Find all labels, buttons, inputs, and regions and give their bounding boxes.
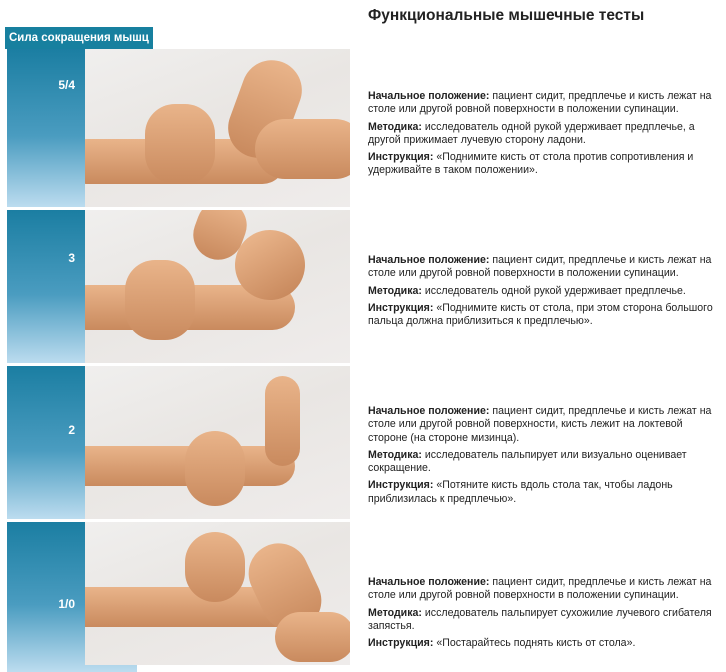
test-photo	[85, 522, 350, 665]
test-photo	[85, 366, 350, 519]
test-description: Начальное положение: пациент сидит, предплечье и кисть лежат на столе или другой ровной поверхности в положении супинации. Методика: исследователь пальпирует сухожилие лучевого сгибателя запястья. Инструкция: «Постарайтесь поднять кисть от стола».	[368, 576, 712, 650]
test-description: Начальное положение: пациент сидит, предплечье и кисть лежат на столе или другой ровной поверхности, кисть лежит на локтевой стороне (на стороне мизинца). Методика: исследователь пальпирует или визуально оценивает сокращение. Инструкция: «Потяните кисть вдоль стола так, чтобы ладонь приблизилась к предплечью».	[368, 405, 712, 505]
column-header: Сила сокращения мышц	[5, 27, 153, 49]
test-photo	[85, 210, 350, 363]
grade-label: 3	[68, 251, 75, 265]
grade-label: 2	[68, 423, 75, 437]
page-title: Функциональные мышечные тесты	[368, 7, 645, 24]
grade-label: 1/0	[58, 597, 75, 611]
test-photo	[85, 49, 350, 207]
grade-label: 5/4	[58, 78, 75, 92]
test-description: Начальное положение: пациент сидит, предплечье и кисть лежат на столе или другой ровной поверхности в положении супинации. Методика: исследователь одной рукой удерживает предплечье, а другой прижимает лучевую сторону ладони. Инструкция: «Поднимите кисть от стола против сопротивления и удерживайте в таком положении».	[368, 90, 712, 177]
test-description: Начальное положение: пациент сидит, предплечье и кисть лежат на столе или другой ровной поверхности в положении супинации. Методика: исследователь одной рукой удерживает предплечье. Инструкция: «Поднимите кисть от стола, при этом сторона большого пальца должна приблизиться к предплечью».	[368, 254, 713, 328]
